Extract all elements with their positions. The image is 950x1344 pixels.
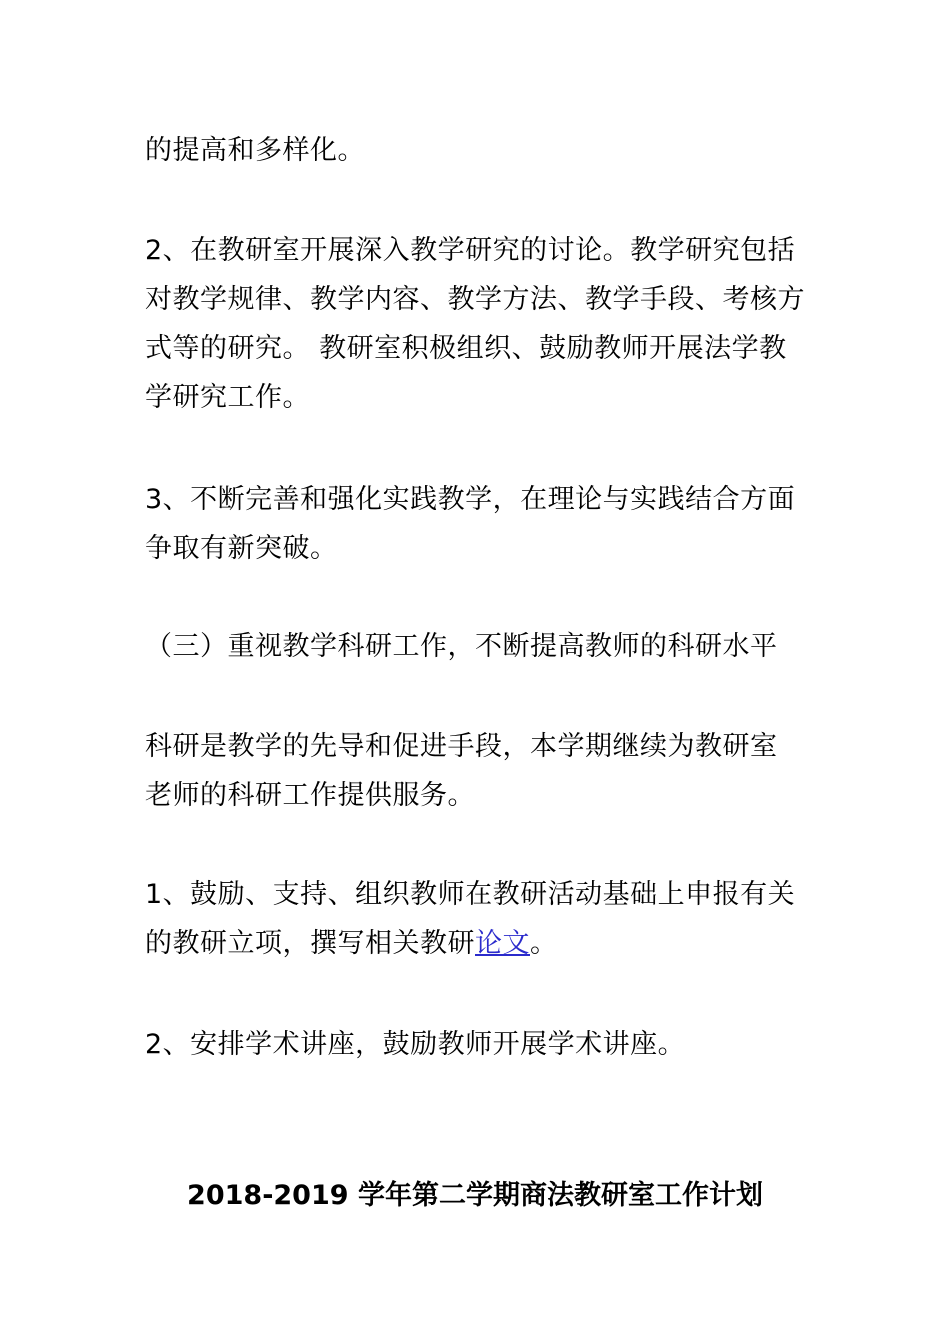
text-line: （三）重视教学科研工作，不断提高教师的科研水平 [145, 631, 778, 662]
paragraph-continuation [145, 126, 810, 175]
text-segment: 。 [530, 928, 558, 959]
paragraph-item-3-practice [145, 475, 810, 573]
text-line: 2、在教研室开展深入教学研究的讨论。教学研究包括 [145, 235, 796, 266]
document-title: 2018-2019 学年第二学期商法教研室工作计划 [187, 1180, 763, 1211]
paragraph-item-2-research [145, 226, 810, 422]
text-line: 科研是教学的先导和促进手段，本学期继续为教研室 [145, 731, 778, 762]
text-line: 争取有新突破。 [145, 533, 338, 564]
text-line: 2、安排学术讲座，鼓励教师开展学术讲座。 [145, 1029, 686, 1060]
text-line: 老师的科研工作提供服务。 [145, 780, 475, 811]
paragraph-item-1-support [145, 870, 810, 968]
text-segment: 的教研立项，撰写相关教研 [145, 928, 475, 959]
paragraph-research-intro [145, 722, 810, 820]
text-line [145, 919, 810, 968]
text-line: 对教学规律、教学内容、教学方法、教学手段、考核方 [145, 284, 805, 315]
text-line: 的提高和多样化。 [145, 135, 365, 166]
paragraph-item-2-lectures [145, 1020, 810, 1069]
text-line: 式等的研究。 教研室积极组织、鼓励教师开展法学教 [145, 333, 787, 364]
text-line: 1、鼓励、支持、组织教师在教研活动基础上申报有关 [145, 879, 796, 910]
section-heading-3 [145, 622, 810, 671]
text-line: 3、不断完善和强化实践教学，在理论与实践结合方面 [145, 484, 796, 515]
text-line: 学研究工作。 [145, 382, 310, 413]
paper-link[interactable]: 论文 [475, 928, 530, 959]
